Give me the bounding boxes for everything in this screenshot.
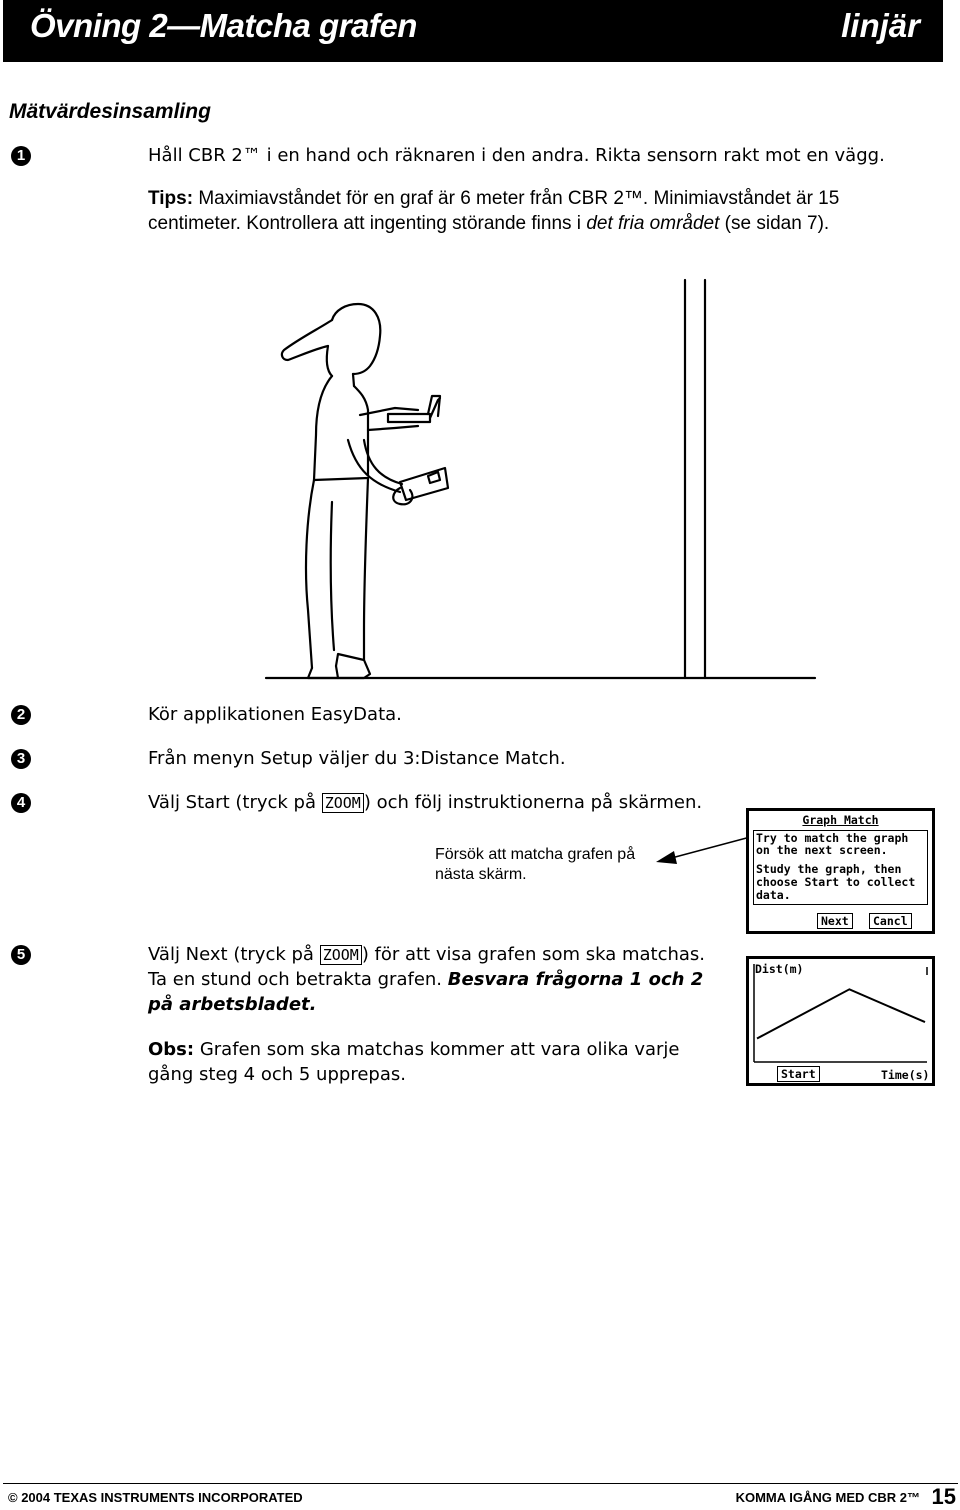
step-5-line-2: Ta en stund och betrakta grafen. Besvara frågorna 1 och 2 bbox=[148, 969, 704, 990]
match-graph-line bbox=[757, 989, 925, 1038]
step-2-text: Kör applikationen EasyData. bbox=[148, 704, 402, 725]
softkey-start[interactable]: Start bbox=[777, 1066, 820, 1082]
footer-copyright: © 2004 TEXAS INSTRUMENTS INCORPORATED bbox=[8, 1490, 303, 1505]
screen-message-line-2: on the next screen. bbox=[756, 843, 888, 857]
step-5-line-3: på arbetsbladet. bbox=[148, 994, 317, 1015]
screen-message-line-1: Try to match the graph bbox=[756, 831, 909, 845]
header-tag: linjär bbox=[841, 7, 920, 44]
graph-plot bbox=[749, 959, 932, 1083]
footer-book-title: KOMMA IGÅNG MED CBR 2™ bbox=[735, 1490, 920, 1505]
sensor-setup-illustration bbox=[260, 270, 830, 690]
screen-message-line-5: data. bbox=[756, 888, 791, 902]
step-number-3: 3 bbox=[11, 749, 31, 769]
calculator-screen-distance-graph bbox=[746, 956, 935, 1086]
step-3-text: Från menyn Setup väljer du 3:Distance Match. bbox=[148, 748, 566, 769]
screen-message-line-4: choose Start to collect bbox=[756, 875, 916, 889]
person-figure bbox=[282, 304, 448, 678]
calculator-screen-graph-match bbox=[746, 808, 935, 934]
section-heading: Mätvärdesinsamling bbox=[9, 100, 211, 123]
tips-line-2: centimeter. Kontrollera att ingenting störande finns i det fria området (se sidan 7). bbox=[148, 213, 830, 234]
page-title: Övning 2—Matcha grafen bbox=[30, 7, 417, 44]
step-number-4: 4 bbox=[11, 793, 31, 813]
tips-label: Tips: bbox=[148, 188, 194, 209]
screen-title: Graph Match bbox=[802, 813, 879, 827]
step-number-2: 2 bbox=[11, 705, 31, 725]
y-axis-label: Dist(m) bbox=[755, 962, 804, 976]
step-number-5: 5 bbox=[11, 945, 31, 965]
page-number: 15 bbox=[931, 1484, 956, 1509]
screen-message-box bbox=[753, 830, 928, 905]
callout-text: Försök att matcha grafen på nästa skärm. bbox=[435, 846, 636, 883]
obs-label: Obs: bbox=[148, 1039, 195, 1060]
obs-line-1: Obs: Grafen som ska matchas kommer att vara olika varje bbox=[148, 1039, 680, 1060]
footer-rule bbox=[3, 1483, 958, 1484]
softkey-next[interactable]: Next bbox=[817, 913, 853, 929]
step-5-line-1: Välj Next (tryck på ZOOM ) för att visa grafen som ska matchas. bbox=[148, 944, 706, 965]
softkey-cancel[interactable]: Cancl bbox=[869, 913, 912, 929]
screen-message-line-3: Study the graph, then bbox=[756, 862, 902, 876]
zoom-key: ZOOM bbox=[322, 793, 364, 813]
step-1-text: Håll CBR 2™ i en hand och räknaren i den andra. Rikta sensorn rakt mot en vägg. bbox=[148, 145, 885, 166]
zoom-key: ZOOM bbox=[320, 945, 362, 965]
x-axis-label: Time(s) bbox=[881, 1068, 930, 1082]
callout-arrow bbox=[650, 830, 760, 880]
obs-line-2: gång steg 4 och 5 upprepas. bbox=[148, 1064, 406, 1085]
step-number-1: 1 bbox=[11, 146, 31, 166]
step-4-text: Välj Start (tryck på ZOOM ) och följ instruktionerna på skärmen. bbox=[148, 792, 703, 813]
tips-line-1: Tips: Maximiavståndet för en graf är 6 meter från CBR 2™. Minimiavståndet är 15 bbox=[148, 188, 840, 209]
